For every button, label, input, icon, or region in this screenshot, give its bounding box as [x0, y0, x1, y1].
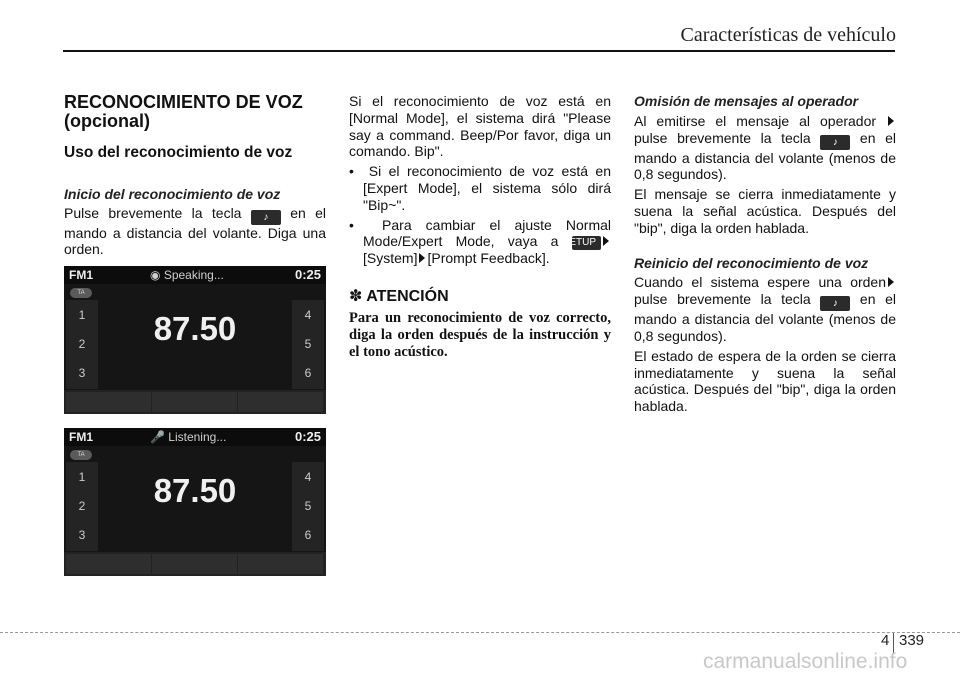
radio-screen-speaking — [64, 266, 326, 414]
menu-grid-icon — [238, 554, 323, 574]
watermark: carmanualsonline.info — [703, 650, 908, 673]
start-title: Inicio del reconocimiento de voz — [64, 185, 281, 202]
running-header: Características de vehículo — [680, 24, 896, 46]
preset-1: 1 — [66, 300, 98, 331]
restart-paragraph: Cuando el sistema espere una orden pulse brevemente la tecla ♪ en el mando a distancia del volante (menos de 0,8 segundos). — [634, 274, 896, 344]
preset-6: 6 — [292, 520, 324, 551]
preset-1: 1 — [66, 462, 98, 493]
band-label: FM1 — [69, 430, 93, 444]
normal-mode-paragraph: Si el reconocimiento de voz está en [Normal Mode], el sistema dirá "Please say a command. Beep/Por favor, diga un comando. Bip". — [349, 93, 611, 160]
preset-6: 6 — [292, 358, 324, 389]
arrow-right-icon — [888, 277, 894, 287]
section-heading: RECONOCIMIENTO DE VOZ (opcional) — [64, 92, 303, 131]
page-number: 339 — [899, 632, 925, 649]
restart-title: Reinicio del reconocimiento de voz — [634, 254, 869, 271]
setup-key-icon: SETUP — [572, 236, 601, 250]
attention-text: Para un reconocimiento de voz correcto, diga la orden después de la instrucción y el tono acústico. — [349, 309, 611, 360]
ta-badge: TA — [70, 450, 92, 460]
preset-5: 5 — [292, 329, 324, 360]
screen-status-bar — [64, 428, 326, 446]
screen-bottom-bar — [64, 390, 326, 414]
footer-dash-line — [0, 632, 960, 633]
preset-2: 2 — [66, 491, 98, 522]
header-rule — [63, 50, 895, 52]
arrow-right-icon — [888, 116, 894, 126]
radio-info-icon — [66, 392, 151, 412]
preset-4: 4 — [292, 462, 324, 493]
radio-info-icon — [66, 554, 151, 574]
voice-key-icon: ♪ — [820, 296, 850, 311]
subsection-heading: Uso del reconocimiento de voz — [64, 144, 293, 161]
chapter-number: 4 — [881, 632, 890, 649]
skip-title: Omisión de mensajes al operador — [634, 93, 859, 109]
band-label: FM1 — [69, 268, 93, 282]
screen-bottom-bar — [64, 552, 326, 576]
ta-badge: TA — [70, 288, 92, 298]
preset-4: 4 — [292, 300, 324, 331]
time-display: 0:25 — [294, 267, 321, 282]
preset-3: 3 — [66, 358, 98, 389]
attention-title: ✽ ATENCIÓN — [349, 288, 449, 306]
radio-scan-icon — [152, 392, 237, 412]
speaking-status: ◉ Speaking... — [150, 268, 224, 282]
skip-paragraph-2: El mensaje se cierra inmediatamente y suena la señal acústica. Después del "bip", diga la orden hablada. — [634, 186, 896, 236]
right-column — [634, 93, 896, 415]
voice-key-icon: ♪ — [251, 210, 281, 225]
time-display: 0:25 — [294, 429, 321, 444]
preset-3: 3 — [66, 520, 98, 551]
bullet-expert-mode: • Si el reconocimiento de voz está en [Expert Mode], el sistema sólo dirá "Bip~". — [349, 163, 612, 213]
restart-paragraph-2: El estado de espera de la orden se cierra inmediatamente y suena la señal acústica. Después del "bip", diga la orden hablada. — [634, 347, 896, 415]
bullet-change-setting: • Para cambiar el ajuste Normal Mode/Expert Mode, vaya a SETUP [System] [Prompt Feedback]. — [349, 216, 612, 267]
menu-grid-icon — [238, 392, 323, 412]
voice-key-icon: ♪ — [820, 135, 850, 150]
frequency-display: 87.50 — [153, 472, 237, 509]
skip-paragraph: Al emitirse el mensaje al operador pulse brevemente la tecla ♪ en el mando a distancia del volante (menos de 0,8 segundos). — [634, 112, 896, 183]
preset-5: 5 — [292, 491, 324, 522]
preset-2: 2 — [66, 329, 98, 360]
radio-scan-icon — [152, 554, 237, 574]
arrow-right-icon — [603, 236, 609, 246]
frequency-display: 87.50 — [153, 310, 237, 347]
middle-column — [349, 93, 611, 361]
left-column — [64, 93, 326, 258]
start-paragraph: Pulse brevemente la tecla ♪ en el mando a distancia del volante. Diga una orden. — [64, 204, 327, 258]
listening-status: 🎤 Listening... — [150, 430, 227, 444]
radio-screen-listening — [64, 428, 326, 576]
arrow-right-icon — [419, 253, 425, 263]
screen-status-bar — [64, 266, 326, 284]
